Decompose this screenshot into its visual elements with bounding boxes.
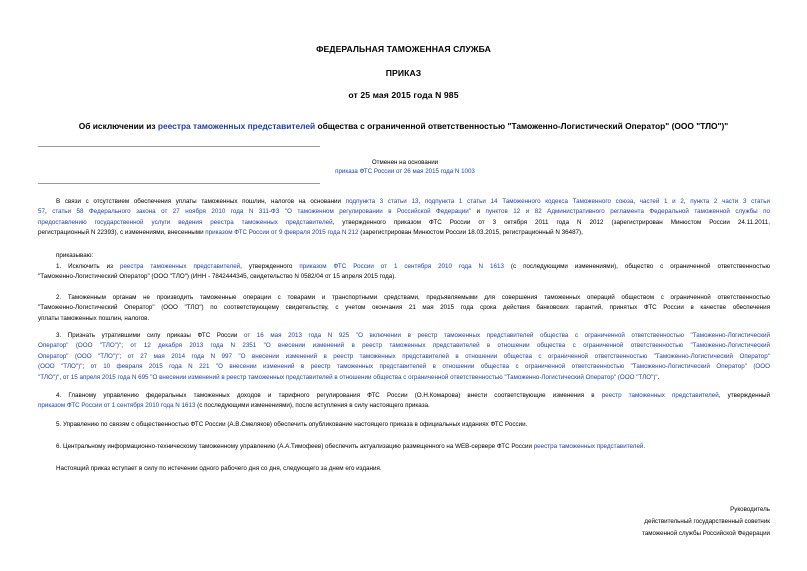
sep: , xyxy=(44,208,53,216)
doc-type: ПРИКАЗ xyxy=(385,68,422,78)
item-text: "Таможенно-Логистический Оператор" (ООО "ТЛО") (ИНН - 7842444345, свидетельство N 0582/04 от 15 апреля 2015 года). xyxy=(38,273,397,281)
link-registry[interactable]: реестра таможенных представителей xyxy=(119,263,241,270)
item-6 xyxy=(38,442,770,452)
link-art58-fz311[interactable]: статьи 58 Федерального закона от 27 ноября 2010 года N 311-ФЗ "О таможенном регулировании в Российской Федерации" xyxy=(52,208,471,216)
link-order-997[interactable]: от 27 мая 2014 года N 997 "О внесении изменений в реестр таможенных представителей в отношении общества с ограниченной ответственностью "Таможенно-Логистический Оператор" xyxy=(127,352,770,360)
item-text: 6. Центральному информационно-техническому таможенному управлению (А.А.Тимофеев) обеспечить актуализацию размещенного на WEB-сервере ФТС России xyxy=(56,443,534,450)
doc-date-number: от 25 мая 2015 года N 985 xyxy=(348,90,459,100)
item-text: , утвержденного xyxy=(240,263,300,270)
link-order-997-cont[interactable]: (ООО "ТЛО")" xyxy=(38,363,83,371)
link-order-695[interactable]: от 15 апреля 2015 года N 695 "О внесении изменений в реестр таможенных представителей в отношении общества с ограниченной ответственностью "Таможенно-Логистический Оператор" (ООО "ТЛО")" xyxy=(62,373,658,381)
item-text: "Таможенно-Логистический Оператор" (ООО "ТЛО") по соответствующему свидетельству, с учетом окончания 21 мая 2015 года срока действия банковских гарантий, принятых ФТС России в качестве обеспечения xyxy=(38,304,770,312)
item-5 xyxy=(38,420,770,430)
item-text: 4. Главному управлению федеральных таможенных доходов и тарифного регулирования ФТС России (О.Н.Комарова) внести соответствующие изменения в xyxy=(56,392,602,399)
subject-pre: Об исключении из xyxy=(78,121,158,131)
sep: . xyxy=(657,373,660,381)
link-order-2351-cont[interactable]: Оператор" (ООО "ТЛО")" xyxy=(38,352,120,360)
link-order-2351[interactable]: от 12 декабря 2013 года N 2351 "О внесении изменений в реестр таможенных представителей в отношении общества с ограниченной ответственностью "Таможенно-Логистический xyxy=(130,342,770,350)
link-parts-1-2[interactable]: частей 1 и 2 xyxy=(639,198,684,205)
link-order-212[interactable]: приказом ФТС России от 9 февраля 2015 года N 212 xyxy=(205,229,359,237)
sep: и xyxy=(471,208,486,216)
link-art57[interactable]: 57 xyxy=(38,208,45,216)
link-order-1613[interactable]: приказом ФТС России от 1 сентября 2010 года N 1613 xyxy=(38,402,196,410)
item-text: 1. Исключить из xyxy=(56,263,120,270)
item-text: 2. Таможенным органам не производить таможенные операции с товарами и транспортными средствами, предъявляемыми для совершения таможенных операций обществом с ограниченной ответственностью xyxy=(56,294,770,301)
item-text: Настоящий приказ вступает в силу по истечении одного рабочего дня со дня, следующего за днем его издания. xyxy=(56,465,382,472)
link-order-925[interactable]: от 16 мая 2013 года N 925 "О включении в реестр таможенных представителей общества с ограниченной ответственностью "Таможенно-Логистический xyxy=(244,332,770,339)
link-pp3-art13[interactable]: подпункта 3 статьи 13 xyxy=(345,198,419,205)
item-3 xyxy=(38,331,770,383)
sep: , xyxy=(683,198,691,205)
cancel-note-text: Отменен на основании xyxy=(371,159,439,166)
sep: , xyxy=(633,198,640,205)
signature-rank: действительный государственный советник xyxy=(644,518,770,525)
preamble-text: , утвержденного приказом ФТС России от 3 октября 2011 года N 2012 (зарегистрирован Минюстом России 24.11.2011, xyxy=(332,218,770,226)
item-text: , утвержденный xyxy=(718,392,770,399)
sep: . xyxy=(643,443,646,450)
sep: ; xyxy=(121,342,131,350)
preamble-text: (зарегистрирован Минюстом России 18.03.2015, регистрационный N 36487), xyxy=(358,229,583,237)
item-text: (с последующими изменениями), после вступления в силу настоящего приказа. xyxy=(195,402,430,410)
signature-block xyxy=(550,504,770,540)
effective-clause xyxy=(38,464,770,474)
link-pp1-art14[interactable]: подпункта 1 статьи 14 Таможенного кодекса Таможенного союза xyxy=(424,198,634,205)
cancel-note-link[interactable]: приказа ФТС России от 26 мая 2015 года N 1003 xyxy=(335,168,475,175)
link-order-221-cont[interactable]: "ТЛО")" xyxy=(38,373,60,381)
link-order-925-cont[interactable]: Оператор" (ООО "ТЛО")" xyxy=(38,342,122,350)
org-title: ФЕДЕРАЛЬНАЯ ТАМОЖЕННАЯ СЛУЖБА xyxy=(316,44,491,54)
divider-top xyxy=(38,146,320,147)
signature-org: таможенной службы Российской Федерации xyxy=(642,530,770,537)
doc-subject xyxy=(30,121,777,131)
item-4 xyxy=(38,391,770,412)
cancel-note xyxy=(290,158,520,176)
preamble xyxy=(38,197,770,239)
preamble-text: В связи с отсутствием обеспечения уплаты таможенных пошлин, налогов на основании xyxy=(56,198,346,205)
preamble-text: регистрационный N 22393), с изменениями, внесенными xyxy=(38,229,206,237)
sep: ; xyxy=(119,352,128,360)
item-text: 3. Признать утратившими силу приказы ФТС России xyxy=(56,332,238,339)
prikazyvayu-text: приказываю: xyxy=(56,252,94,259)
link-registry[interactable]: реестр таможенных представителей xyxy=(601,392,719,399)
sep: , xyxy=(418,198,425,205)
signature-title: Руководитель xyxy=(730,506,770,513)
prikazyvayu xyxy=(38,251,770,261)
item-2 xyxy=(38,293,770,324)
item-text: 5. Управлению по связям с общественностью ФТС России (А.В.Смеляков) обеспечить опубликование настоящего приказа в официальных изданиях ФТС России. xyxy=(56,421,528,428)
sep: , xyxy=(59,373,63,381)
item-1 xyxy=(38,262,770,283)
link-registry[interactable]: реестра таможенных представителей xyxy=(533,443,644,450)
link-registry-service[interactable]: предоставлению государственной услуги ведения реестра таможенных представителей xyxy=(38,218,333,226)
link-p2-part3[interactable]: пункта 2 части 3 статьи xyxy=(690,198,770,205)
subject-post: общества с ограниченной ответственностью "Таможенно-Логистический Оператор" (ООО "ТЛО")" xyxy=(315,121,729,131)
divider-bottom xyxy=(38,183,320,184)
link-items-12-82[interactable]: пунктов 12 и 82 Административного регламента Федеральной таможенной службы по xyxy=(485,208,770,216)
sep: ; xyxy=(82,363,91,371)
subject-registry-link[interactable]: реестра таможенных представителей xyxy=(157,121,316,131)
item-text: уплаты таможенных пошлин, налогов. xyxy=(38,314,150,322)
item-text: (с последующими изменениями), общество с ограниченной ответственностью xyxy=(503,263,770,270)
link-order-1613[interactable]: приказом ФТС России от 1 сентября 2010 года N 1613 xyxy=(299,263,504,270)
link-order-221[interactable]: от 10 февраля 2015 года N 221 "О внесении изменений в реестр таможенных представителей в отношении общества с ограниченной ответственностью "Таможенно-Логистический Оператор" (ООО xyxy=(90,363,770,371)
